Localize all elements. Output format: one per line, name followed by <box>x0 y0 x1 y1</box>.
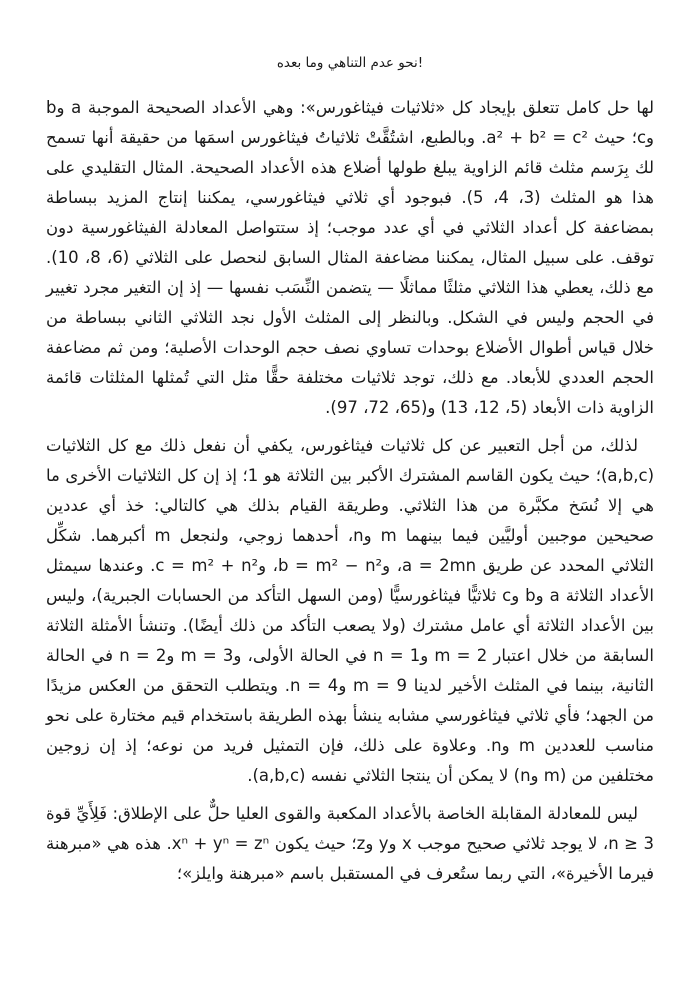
paragraph-fermat-last-theorem: ليس للمعادلة المقابلة الخاصة بالأعداد المكعبة والقوى العليا حلٌّ على الإطلاق: فَلِأَيِّ قوة n ≥ 3، لا يوجد ثلاثي صحيح موجب x وy وz؛ حيث يكون xⁿ + yⁿ = zⁿ. هذه هي «مبرهنة فيرما الأخيرة»، التي ربما ستُعرف في المستقبل باسم «مبرهنة وايلز»؛ <box>46 804 654 883</box>
running-head: نحو عدم التناهي وما بعده! <box>276 55 424 71</box>
paragraph-pythagorean-triples: لها حل كامل تتعلق بإيجاد كل «ثلاثيات فيثاغورس»: وهي الأعداد الصحيحة الموجبة a وb وc؛ حيث a² + b² = c². وبالطبع، اشتُقَّتْ ثلاثياتُ فيثاغورس اسمَها من حقيقة أنها تسمح لك بِرَسم مثلث قائم الزاوية يبلغ طولها أضلاع هذه الأعداد الصحيحة. المثال التقليدي على هذا هو المثلث (3، 4، 5). فبوجود أي ثلاثي فيثاغورسي، يمكننا إنتاج المزيد ببساطة بمضاعفة كل أعداد الثلاثي في أي عدد موجب؛ إذ ستتواصل المعادلة الفيثاغورسية دون توقف. على سبيل المثال، يمكننا مضاعفة المثال السابق لنحصل على الثلاثي (6، 8، 10). مع ذلك، يعطي هذا الثلاثي مثلثًا مماثلًا — يتضمن النِّسَب نفسها — إذ إن التغير مجرد تغيير في الحجم وليس في الشكل. وبالنظر إلى المثلث الأول نجد الثلاثي الثاني ببساطة من خلال قياس أطوال الأضلاع بوحدات تساوي نصف حجم الوحدات الأصلية؛ ومن ثم مضاعفة الحجم العددي للأبعاد. مع ذلك، توجد ثلاثيات مختلفة حقًّا مثل التي تُمثلها المثلثات قائمة الزاوية ذات الأبعاد (5، 12، 13) و(65، 72، 97). <box>46 98 654 417</box>
paragraph-primitive-triples: لذلك، من أجل التعبير عن كل ثلاثيات فيثاغورس، يكفي أن نفعل ذلك مع كل الثلاثيات (a,b,c)؛ حيث يكون القاسم المشترك الأكبر بين الثلاثة هو 1؛ إذ إن كل الثلاثيات الأخرى ما هي إلا نُسَخ مكبَّرة من هذا الثلاثي. وطريقة القيام بذلك هي كالتالي: خذ أي عددين صحيحين موجبين أوليَّين فيما بينهما m وn، أحدهما زوجي، ولنجعل m أكبرهما. شكِّل الثلاثي المحدد عن طريق a = 2mn، وb = m² − n²، وc = m² + n². وعندها سيمثل الأعداد الثلاثة a وb وc ثلاثيًّا فيثاغورسيًّا (ومن السهل التأكد من الحسابات الجبرية)، وليس بين الأعداد الثلاثة أي عامل مشترك (ولا يصعب التأكد من ذلك أيضًا). وتنشأ الأمثلة الثلاثة السابقة من خلال اعتبار m = 2 وn = 1 في الحالة الأولى، وm = 3 وn = 2 في الحالة الثانية، بينما في المثلث الأخير لدينا m = 9 وn = 4. ويتطلب التحقق من العكس مزيدًا من الجهد؛ فأي ثلاثي فيثاغورسي مشابه ينشأ بهذه الطريقة باستخدام قيم مختارة على نحو مناسب للعددين m وn. وعلاوة على ذلك، فإن التمثيل فريد من نوعه؛ إذ إن زوجين مختلفين من (m وn) لا يمكن أن ينتجا الثلاثي نفسه (a,b,c). <box>46 436 655 785</box>
